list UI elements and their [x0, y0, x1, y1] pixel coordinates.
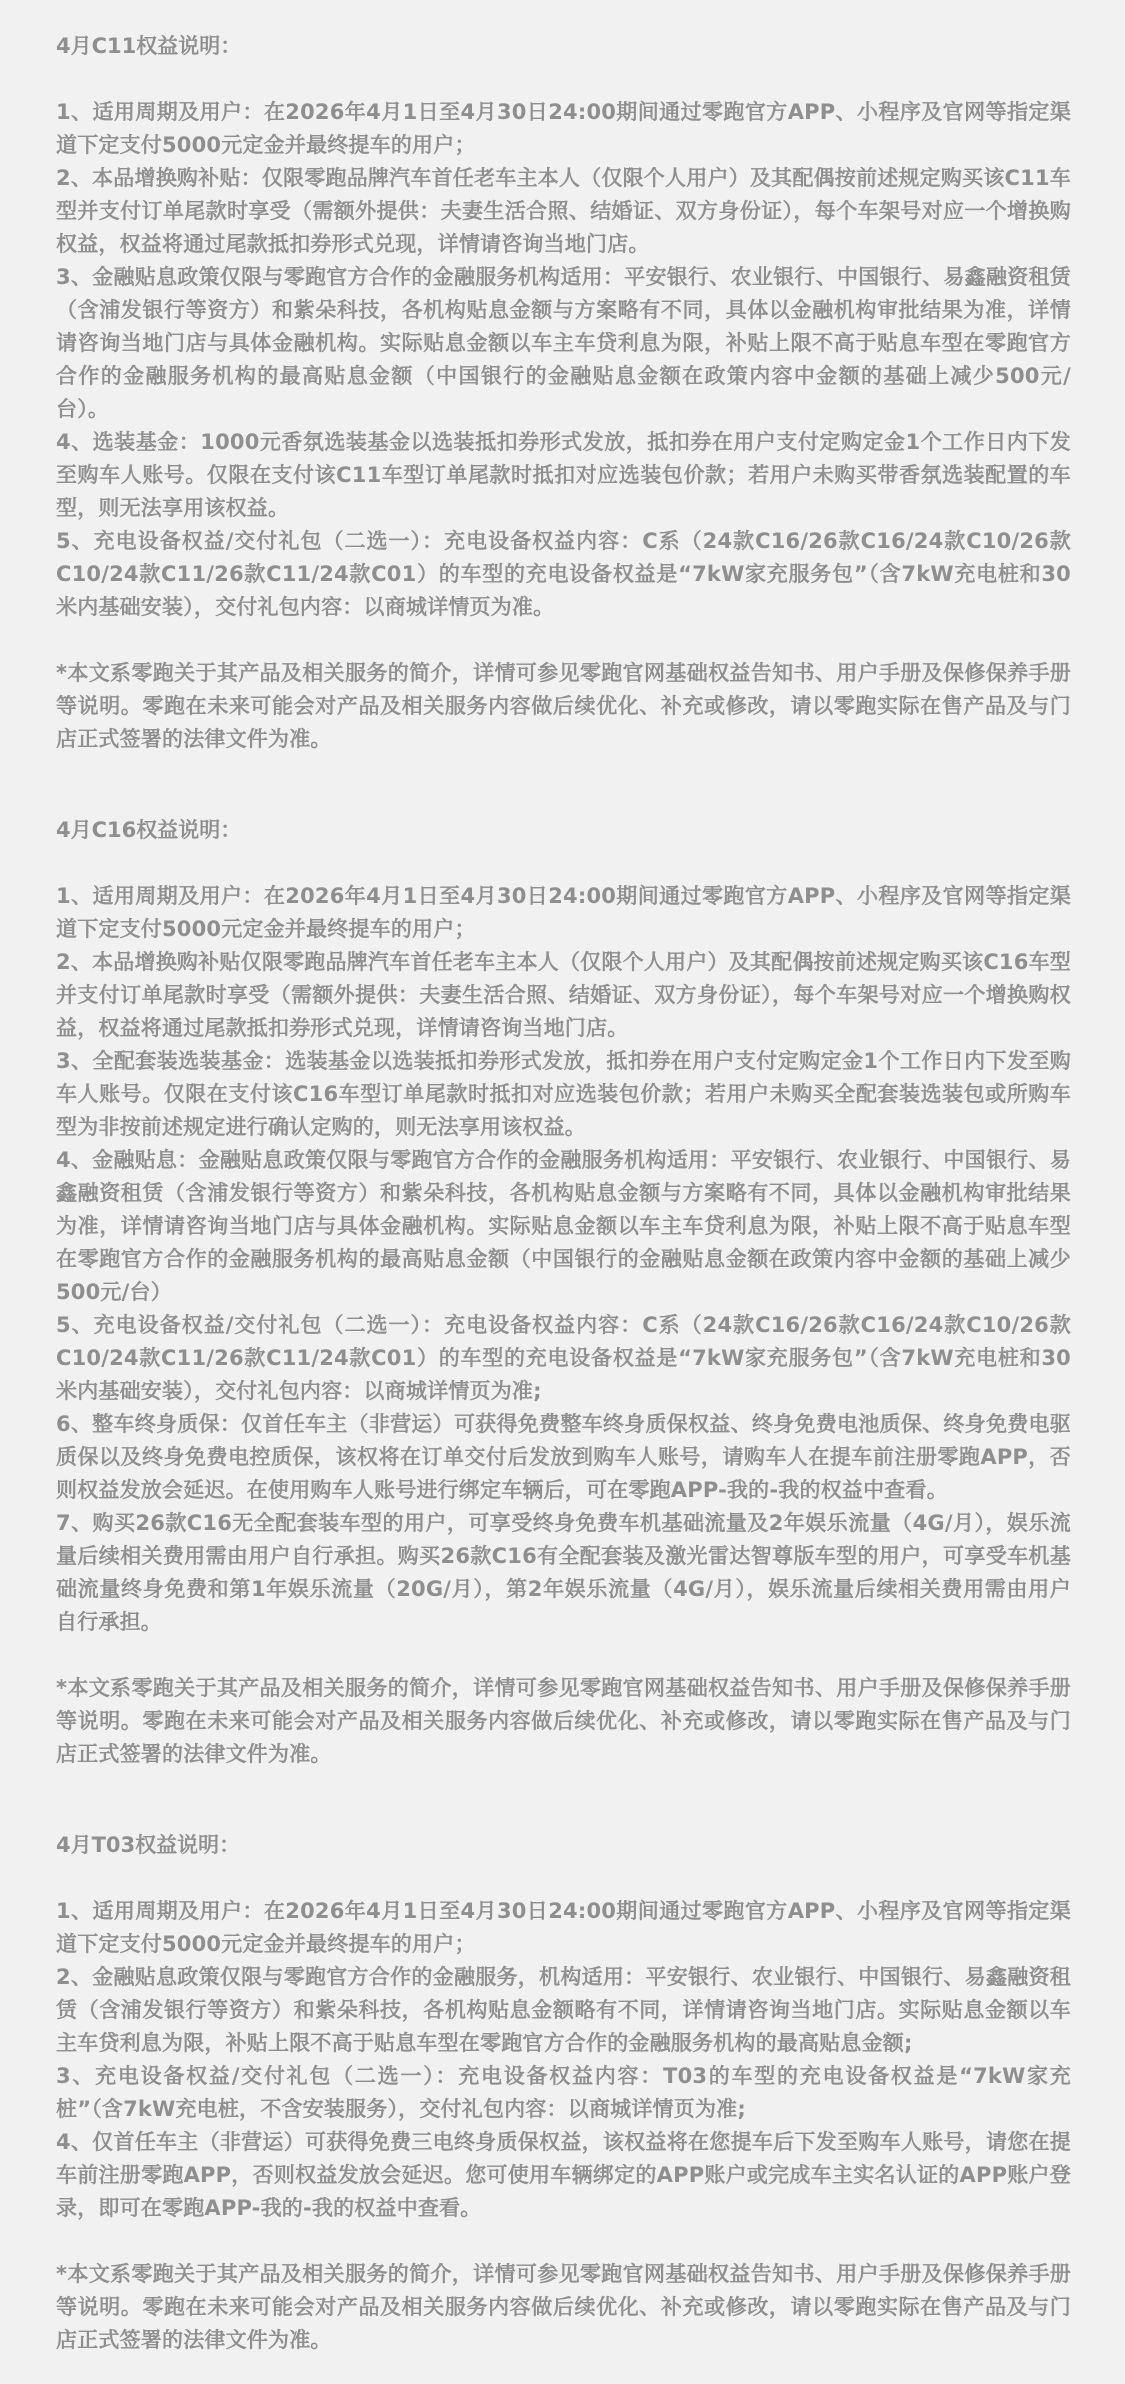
- benefit-item: 2、金融贴息政策仅限与零跑官方合作的金融服务，机构适用：平安银行、农业银行、中国银行、易鑫融资租赁（含浦发银行等资方）和紫朵科技，各机构贴息金额略有不同，详情请咨询当地门店。实际贴息金额以车主车贷利息为限，补贴上限不高于贴息车型在零跑官方合作的金融服务机构的最高贴息金额;: [56, 1965, 1071, 2055]
- benefit-item: 5、充电设备权益/交付礼包（二选一）：充电设备权益内容：C系（24款C16/26款C16/24款C10/26款C10/24款C11/26款C11/24款C01）的车型的充电设备权益是“7kW家充服务包”（含7kW充电桩和30米内基础安装），交付礼包内容：以商城详情页为准;: [56, 1313, 1071, 1403]
- disclaimer: *本文系零跑关于其产品及相关服务的简介，详情可参见零跑官网基础权益告知书、用户手册及保修保养手册等说明。零跑在未来可能会对产品及相关服务内容做后续优化、补充或修改，请以零跑实际在售产品及与门店正式签署的法律文件为准。: [56, 1676, 1071, 1766]
- benefit-item: 4、金融贴息：金融贴息政策仅限与零跑官方合作的金融服务机构适用：平安银行、农业银行、中国银行、易鑫融资租赁（含浦发银行等资方）和紫朵科技，各机构贴息金额与方案略有不同，具体以金融机构审批结果为准，详情请咨询当地门店与具体金融机构。实际贴息金额以车主车贷利息为限，补贴上限不高于贴息车型在零跑官方合作的金融服务机构的最高贴息金额（中国银行的金融贴息金额在政策内容中金额的基础上减少500元/台）: [56, 1148, 1071, 1304]
- section-t03: [56, 1829, 1071, 2357]
- section-title: 4月C16权益说明：: [56, 818, 242, 842]
- benefit-item: 1、适用周期及用户：在2026年4月1日至4月30日24:00期间通过零跑官方APP、小程序及官网等指定渠道下定支付5000元定金并最终提车的用户；: [56, 1899, 1071, 1956]
- benefit-list: [56, 96, 1071, 624]
- benefit-item: 3、金融贴息政策仅限与零跑官方合作的金融服务机构适用：平安银行、农业银行、中国银行、易鑫融资租赁（含浦发银行等资方）和紫朵科技，各机构贴息金额与方案略有不同，具体以金融机构审批结果为准，详情请咨询当地门店与具体金融机构。实际贴息金额以车主车贷利息为限，补贴上限不高于贴息车型在零跑官方合作的金融服务机构的最高贴息金额（中国银行的金融贴息金额在政策内容中金额的基础上减少500元/台）。: [56, 265, 1071, 421]
- benefit-item: 6、整车终身质保：仅首任车主（非营运）可获得免费整车终身质保权益、终身免费电池质保、终身免费电驱质保以及终身免费电控质保，该权将在订单交付后发放到购车人账号，请购车人在提车前注册零跑APP，否则权益发放会延迟。在使用购车人账号进行绑定车辆后，可在零跑APP-我的-我的权益中查看。: [56, 1412, 1071, 1502]
- disclaimer: *本文系零跑关于其产品及相关服务的简介，详情可参见零跑官网基础权益告知书、用户手册及保修保养手册等说明。零跑在未来可能会对产品及相关服务内容做后续优化、补充或修改，请以零跑实际在售产品及与门店正式签署的法律文件为准。: [56, 2262, 1071, 2352]
- benefit-item: 4、选装基金：1000元香氛选装基金以选装抵扣券形式发放，抵扣券在用户支付定购定金1个工作日内下发至购车人账号。仅限在支付该C11车型订单尾款时抵扣对应选装包价款；若用户未购买带香氛选装配置的车型，则无法享用该权益。: [56, 430, 1071, 520]
- benefit-item: 3、充电设备权益/交付礼包（二选一）：充电设备权益内容：T03的车型的充电设备权益是“7kW家充桩”（含7kW充电桩，不含安装服务），交付礼包内容：以商城详情页为准;: [56, 2064, 1071, 2121]
- disclaimer: *本文系零跑关于其产品及相关服务的简介，详情可参见零跑官网基础权益告知书、用户手册及保修保养手册等说明。零跑在未来可能会对产品及相关服务内容做后续优化、补充或修改，请以零跑实际在售产品及与门店正式签署的法律文件为准。: [56, 661, 1071, 751]
- section-title: 4月C11权益说明：: [56, 34, 242, 58]
- section-title: 4月T03权益说明：: [56, 1833, 241, 1857]
- section-c16: [56, 814, 1071, 1771]
- benefit-item: 3、全配套装选装基金：选装基金以选装抵扣券形式发放，抵扣券在用户支付定购定金1个工作日内下发至购车人账号。仅限在支付该C16车型订单尾款时抵扣对应选装包价款；若用户未购买全配套装选装包或所购车型为非按前述规定进行确认定购的，则无法享用该权益。: [56, 1049, 1071, 1139]
- benefit-item: 2、本品增换购补贴：仅限零跑品牌汽车首任老车主本人（仅限个人用户）及其配偶按前述规定购买该C11车型并支付订单尾款时享受（需额外提供：夫妻生活合照、结婚证、双方身份证），每个车架号对应一个增换购权益，权益将通过尾款抵扣券形式兑现，详情请咨询当地门店。: [56, 166, 1071, 256]
- section-c11: [56, 30, 1071, 756]
- benefit-list: [56, 1895, 1071, 2225]
- benefit-item: 5、充电设备权益/交付礼包（二选一）：充电设备权益内容：C系（24款C16/26款C16/24款C10/26款C10/24款C11/26款C11/24款C01）的车型的充电设备权益是“7kW家充服务包”（含7kW充电桩和30米内基础安装），交付礼包内容：以商城详情页为准。: [56, 529, 1071, 619]
- benefit-item: 4、仅首任车主（非营运）可获得免费三电终身质保权益，该权益将在您提车后下发至购车人账号，请您在提车前注册零跑APP，否则权益发放会延迟。您可使用车辆绑定的APP账户或完成车主实名认证的APP账户登录，即可在零跑APP-我的-我的权益中查看。: [56, 2130, 1071, 2220]
- benefit-list: [56, 880, 1071, 1639]
- benefit-item: 1、适用周期及用户：在2026年4月1日至4月30日24:00期间通过零跑官方APP、小程序及官网等指定渠道下定支付5000元定金并最终提车的用户；: [56, 100, 1071, 157]
- benefit-item: 1、适用周期及用户：在2026年4月1日至4月30日24:00期间通过零跑官方APP、小程序及官网等指定渠道下定支付5000元定金并最终提车的用户；: [56, 884, 1071, 941]
- benefit-item: 7、购买26款C16无全配套装车型的用户，可享受终身免费车机基础流量及2年娱乐流量（4G/月），娱乐流量后续相关费用需由用户自行承担。购买26款C16有全配套装及激光雷达智尊版车型的用户，可享受车机基础流量终身免费和第1年娱乐流量（20G/月），第2年娱乐流量（4G/月），娱乐流量后续相关费用需由用户自行承担。: [56, 1511, 1071, 1634]
- benefit-item: 2、本品增换购补贴仅限零跑品牌汽车首任老车主本人（仅限个人用户）及其配偶按前述规定购买该C16车型并支付订单尾款时享受（需额外提供：夫妻生活合照、结婚证、双方身份证），每个车架号对应一个增换购权益，权益将通过尾款抵扣券形式兑现，详情请咨询当地门店。: [56, 950, 1071, 1040]
